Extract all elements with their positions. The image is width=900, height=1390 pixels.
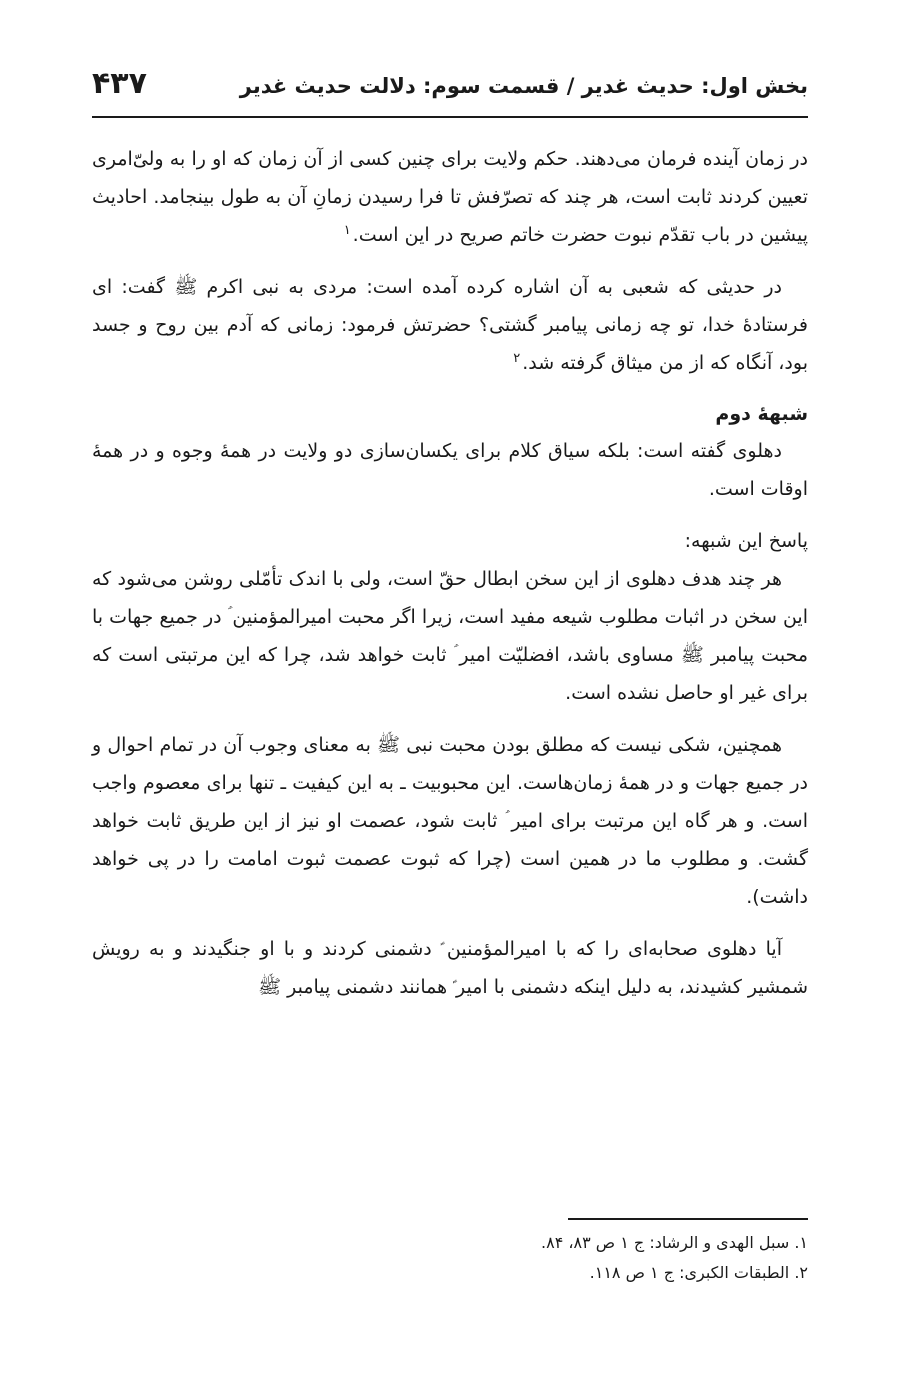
page-number: ۴۳۷	[92, 66, 147, 101]
footnote-marker-1: ۱	[343, 222, 351, 238]
paragraph-2-text: در حدیثی که شعبی به آن اشاره کرده آمده است: مردی به نبی اکرم ﷺ گفت: ای فرستادهٔ خدا، تو چه زمانی پیامبر گشتی؟ حضرتش فرمود: زمانی که آدم بین روح و جسد بود، آنگاه که از من میثاق گرفته شد.	[92, 276, 808, 374]
running-head: بخش اول: حدیث غدیر / قسمت سوم: دلالت حدیث غدیر	[239, 74, 808, 98]
paragraph-4: هر چند هدف دهلوی از این سخن ابطال حقّ است، ولی با اندک تأمّلی روشن می‌شود که این سخن در اثبات مطلوب شیعه مفید است، زیرا اگر محبت امیرالمؤمنین ؑ در جمیع جهات با محبت پیامبر ﷺ مساوی باشد، افضلیّت امیر ؑ ثابت خواهد شد، چرا که این مرتبتی است که برای غیر او حاصل نشده است.	[92, 568, 808, 704]
paragraph-1	[92, 140, 808, 254]
footnote-divider	[568, 1218, 808, 1220]
paragraph-1-text: در زمان آینده فرمان می‌دهند. حکم ولایت برای چنین کسی از آن زمان که او را به ولیّ‌امری تعیین کردند ثابت است، هر چند که تصرّفش تا فرا رسیدن زمانِ آن به طول بینجامد. احادیث پیشین در باب تقدّم نبوت حضرت خاتم صریح در این است.	[92, 148, 808, 246]
page-header	[92, 64, 808, 118]
paragraph-5: همچنین، شکی نیست که مطلق بودن محبت نبی ﷺ به معنای وجوب آن در تمام احوال و در جمیع جهات و در همهٔ زمان‌هاست. این محبوبیت ـ به این کیفیت ـ تنها برای معصوم واجب است. و هر گاه این مرتبت برای امیر ؑ ثابت شود، عصمت او نیز از این طریق ثابت خواهد گشت. و مطلوب ما در همین است (چرا که ثبوت عصمت ثبوت امامت را در پی خواهد داشت).	[92, 734, 808, 908]
section-heading: شبهۀ دوم	[715, 403, 808, 425]
body-text	[92, 140, 808, 1020]
paragraph-6: آیا دهلوی صحابه‌ای را که با امیرالمؤمنین ؑ دشمنی کردند و با او جنگیدند و به رویش شمشیر کشیدند، به دلیل اینکه دشمنی با امیر ؑ همانند دشمنی پیامبر ﷺ	[92, 938, 808, 998]
footnotes	[92, 1228, 808, 1288]
paragraph-3: دهلوی گفته است: بلکه سیاق کلام برای یکسان‌سازی دو ولایت در همهٔ وجوه و در همهٔ اوقات است.	[92, 440, 808, 500]
answer-label: پاسخ این شبهه:	[684, 530, 808, 552]
footnote-1: ۱. سبل الهدی و الرشاد: ج ۱ ص ۸۳، ۸۴.	[541, 1233, 808, 1252]
footnote-2: ۲. الطبقات الکبری: ج ۱ ص ۱۱۸.	[589, 1263, 808, 1282]
footnote-marker-2: ۲	[513, 350, 521, 366]
paragraph-2	[92, 268, 808, 382]
